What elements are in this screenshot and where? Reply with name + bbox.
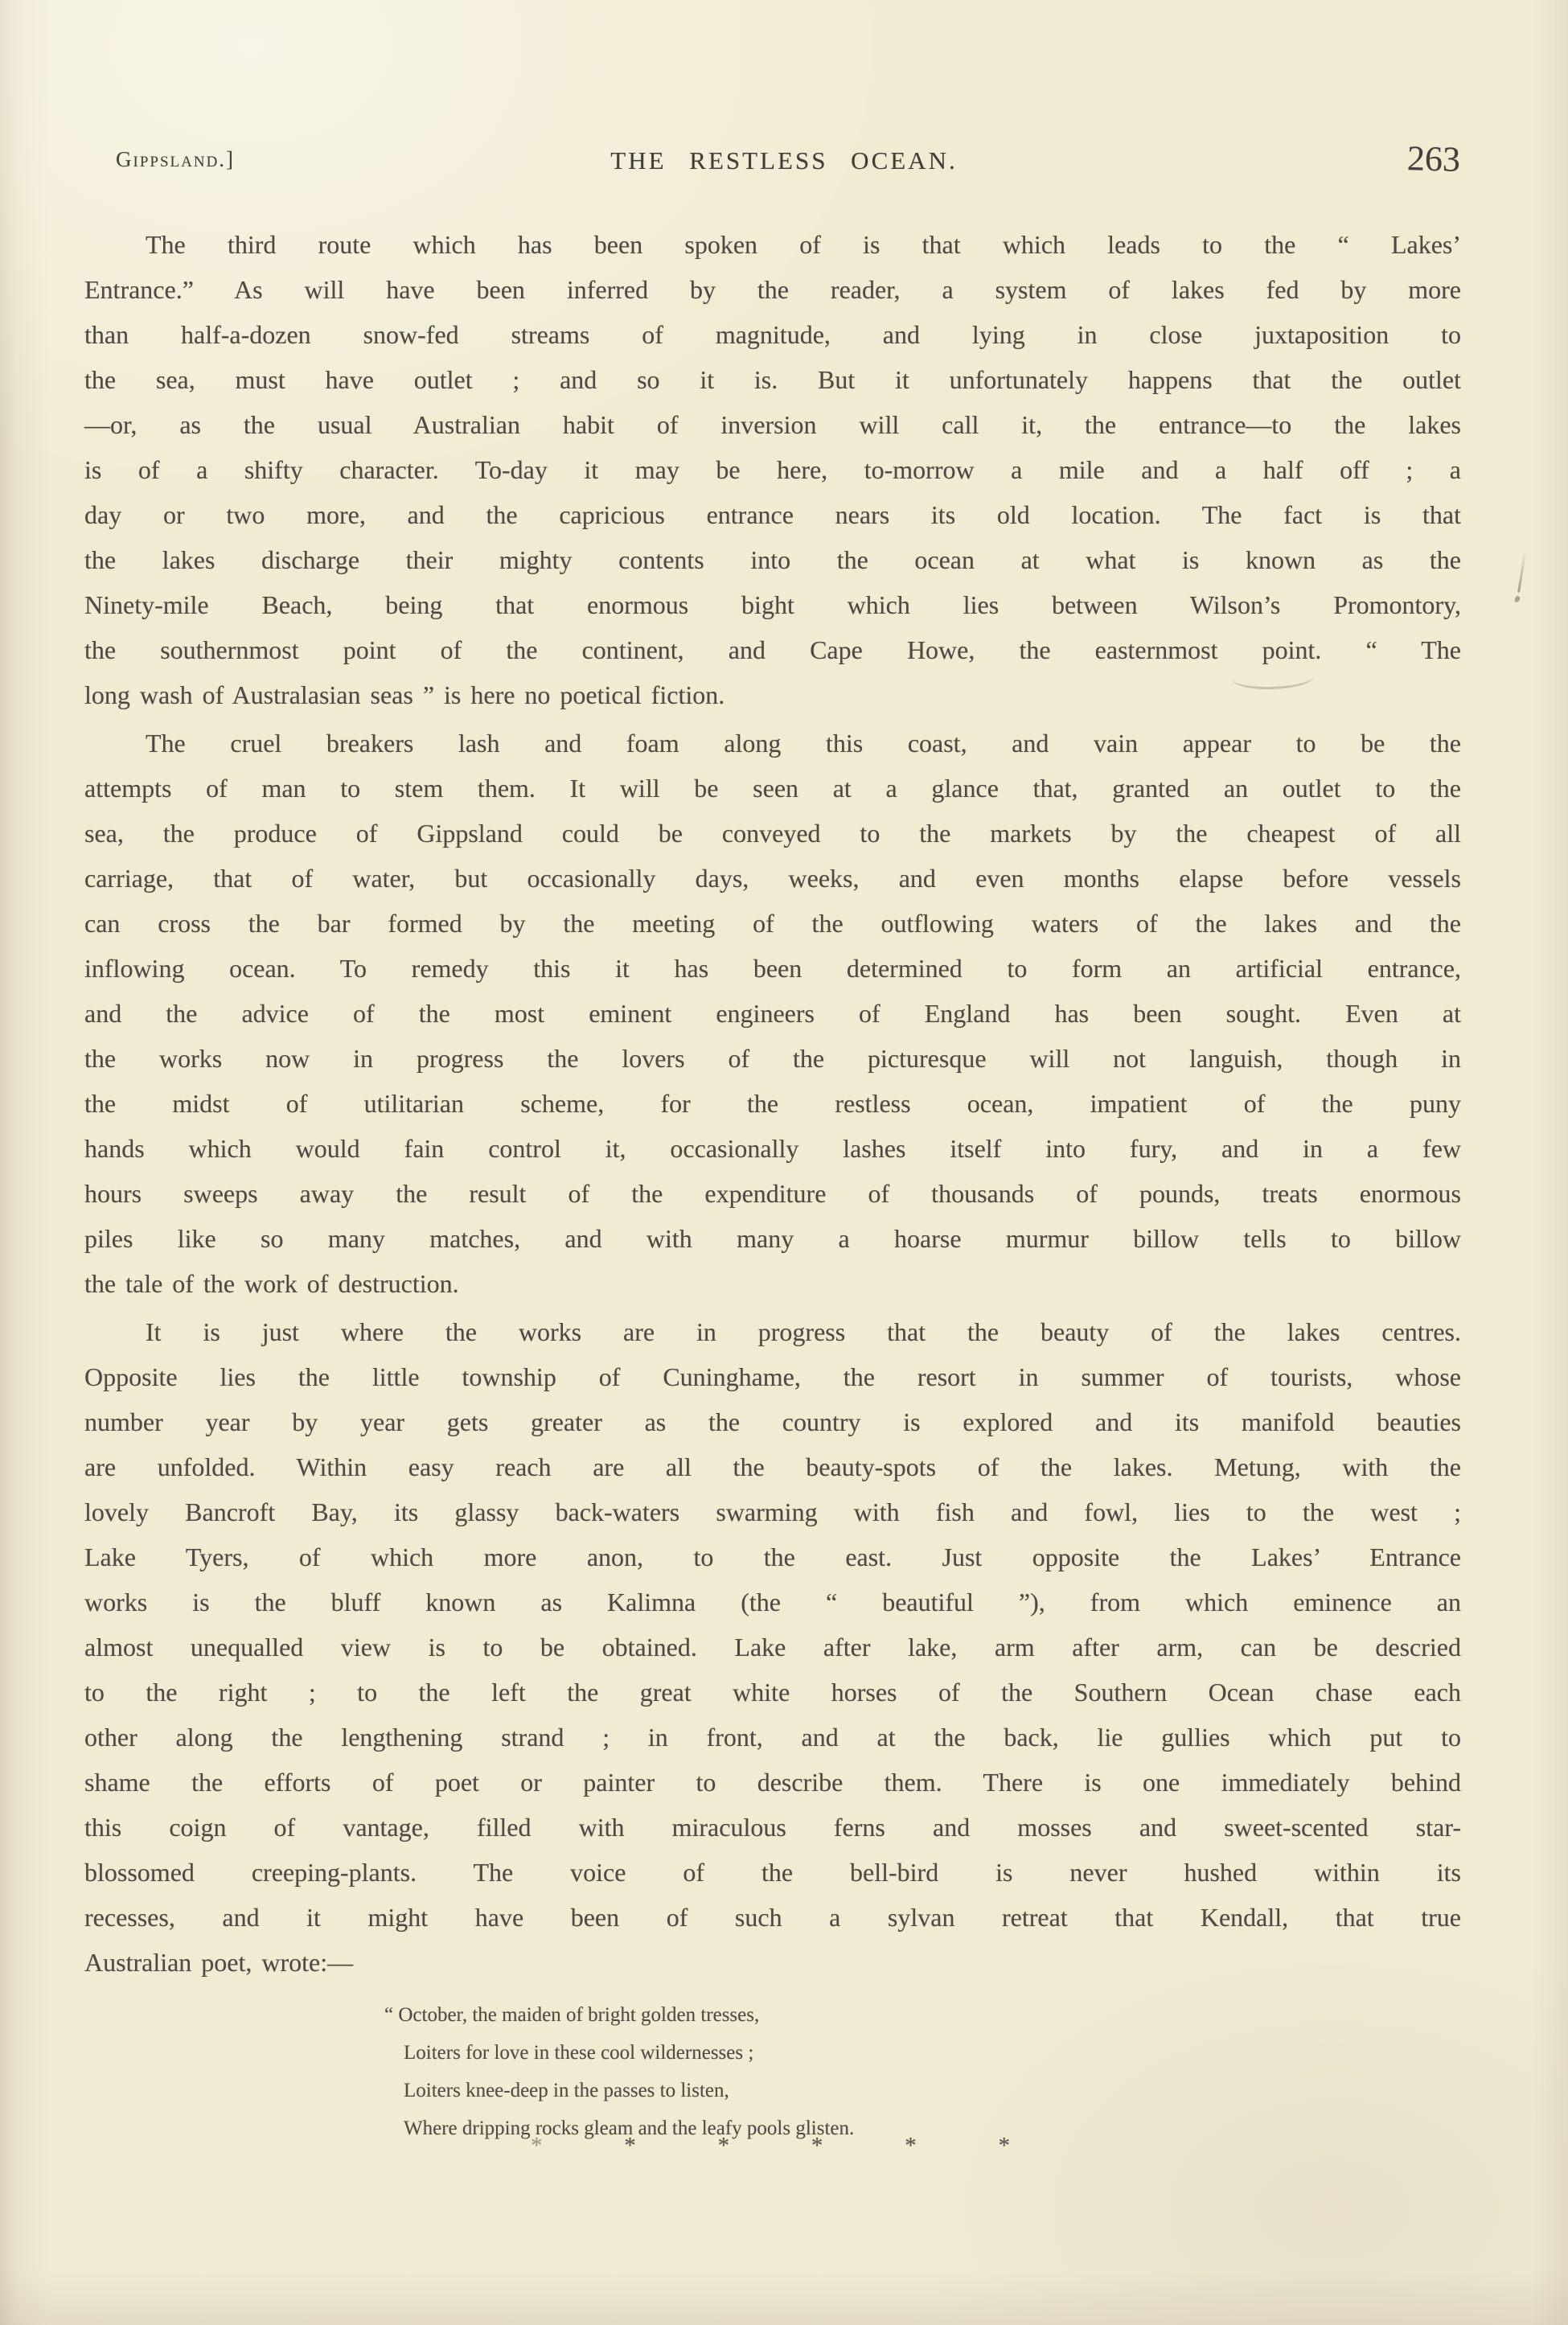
text-line: the southernmost point of the continent, and Cape Howe, the easternmost point. “ The [84,635,1461,664]
text-line: almost unequalled view is to be obtained. Lake after lake, arm after arm, can be descried [84,1633,1461,1662]
text-line: It is just where the works are in progress that the beauty of the lakes centres. [146,1317,1461,1346]
text-line: lovely Bancroft Bay, its glassy back-waters swarming with fish and fowl, lies to the west ; [84,1497,1461,1526]
page-number: 263 [1406,138,1461,179]
poem-quote [384,1996,855,2147]
text-line: the works now in progress the lovers of the picturesque will not languish, though in [84,1044,1461,1073]
text-line: The third route which has been spoken of is that which leads to the “ Lakes’ [146,230,1461,259]
text-line: shame the efforts of poet or painter to describe them. There is one immediately behind [84,1768,1461,1797]
text-line: works is the bluff known as Kalimna (the “ beautiful ”), from which eminence an [84,1588,1461,1616]
text-line: Ninety-mile Beach, being that enormous bight which lies between Wilson’s Promontory, [84,590,1461,619]
text-line: inflowing ocean. To remedy this it has been determined to form an artificial entrance, [84,954,1461,983]
text-line: attempts of man to stem them. It will be seen at a glance that, granted an outlet to the [84,774,1461,803]
text-line: sea, the produce of Gippsland could be conveyed to the markets by the cheapest of all [84,819,1461,848]
text-line: number year by year gets greater as the country is explored and its manifold beauties [84,1407,1461,1436]
poem-line: Loiters for love in these cool wildernesses ; [404,2042,754,2064]
text-line: hands which would fain control it, occasionally lashes itself into fury, and in a few [84,1134,1461,1163]
text-line: piles like so many matches, and with many a hoarse murmur billow tells to billow [84,1224,1461,1253]
text-line: the midst of utilitarian scheme, for the restless ocean, impatient of the puny [84,1089,1461,1118]
text-line: Entrance.” As will have been inferred by the reader, a system of lakes fed by more [84,275,1461,304]
poem-line: “ October, the maiden of bright golden tresses, [384,2004,760,2026]
asterisk: * [717,2133,730,2159]
text-line: can cross the bar formed by the meeting of the outflowing waters of the lakes and the [84,909,1461,938]
poem-line: Where dripping rocks gleam and the leafy pools glisten. [404,2118,855,2139]
text-line: Australian poet, wrote:— [84,1948,354,1977]
text-line: to the right ; to the left the great white horses of the Southern Ocean chase each [84,1678,1461,1707]
text-line: Opposite lies the little township of Cuninghame, the resort in summer of tourists, whose [84,1362,1461,1391]
text-line: than half-a-dozen snow-fed streams of magnitude, and lying in close juxtaposition to [84,320,1461,349]
ink-mark-dot [1514,595,1521,603]
poem-line: Loiters knee-deep in the passes to listen, [404,2080,729,2101]
page-title: THE RESTLESS OCEAN. [610,146,958,175]
text-line: Lake Tyers, of which more anon, to the east. Just opposite the Lakes’ Entrance [84,1542,1461,1571]
asterisk: * [905,2133,917,2159]
asterisk: * [811,2133,823,2159]
text-line: —or, as the usual Australian habit of inversion will call it, the entrance—to the lakes [84,410,1461,439]
text-line: carriage, that of water, but occasionally days, weeks, and even months elapse before vessels [84,864,1461,893]
text-line: this coign of vantage, filled with miraculous ferns and mosses and sweet-scented star- [84,1813,1461,1842]
paragraph [84,222,1461,717]
paragraph [84,721,1461,1306]
text-line: hours sweeps away the result of the expenditure of thousands of pounds, treats enormous [84,1179,1461,1208]
text-line: and the advice of the most eminent engineers of England has been sought. Even at [84,999,1461,1028]
text-line: the lakes discharge their mighty contents into the ocean at what is known as the [84,545,1461,574]
asterisk: * [998,2133,1010,2159]
text-line: the tale of the work of destruction. [84,1269,459,1298]
text-line: The cruel breakers lash and foam along this coast, and vain appear to be the [146,729,1461,758]
asterisk: * [624,2133,636,2159]
text-line: blossomed creeping-plants. The voice of the bell-bird is never hushed within its [84,1858,1461,1887]
paragraph [84,1309,1461,1985]
ink-mark-slash [1517,552,1526,593]
text-line: are unfolded. Within easy reach are all the beauty-spots of the lakes. Metung, with the [84,1452,1461,1481]
section-label: Gippsland.] [116,147,236,171]
text-line: long wash of Australasian seas ” is here no poetical fiction. [84,680,725,709]
text-line: is of a shifty character. To-day it may be here, to-morrow a mile and a half off ; a [84,455,1461,484]
asterisk-divider [531,2133,1010,2159]
asterisk: * [531,2133,543,2159]
text-line: day or two more, and the capricious entrance nears its old location. The fact is that [84,500,1461,529]
text-line: recesses, and it might have been of such a sylvan retreat that Kendall, that true [84,1903,1461,1932]
text-line: the sea, must have outlet ; and so it is. But it unfortunately happens that the outlet [84,365,1461,394]
text-line: other along the lengthening strand ; in front, and at the back, lie gullies which put to [84,1723,1461,1752]
body-text [84,222,1461,1988]
